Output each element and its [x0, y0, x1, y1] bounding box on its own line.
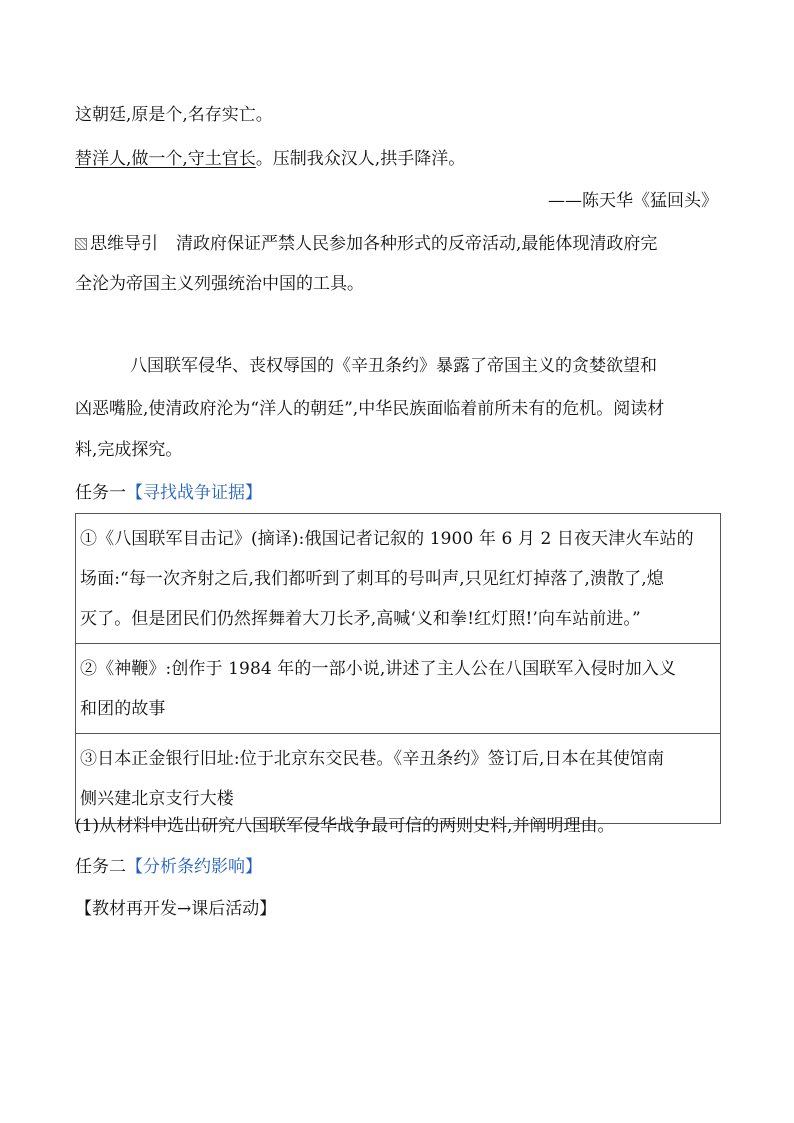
- thinking-guide-text: 清政府保证严禁人民参加各种形式的反帝活动,最能体现清政府完: [176, 234, 658, 254]
- task1-title: 【寻找战争证据】: [126, 483, 262, 503]
- material-3-line-1: ③日本正金银行旧址:位于北京东交民巷。《辛丑条约》签订后,日本在其使馆南: [80, 749, 665, 769]
- poem-line-2-underlined: 替洋人,做一个,守土官长: [75, 149, 256, 169]
- task2-prefix: 任务二: [75, 857, 126, 877]
- material-2-line-2: 和团的故事: [80, 699, 166, 719]
- intro-line-1: 八国联军侵华、丧权辱国的《辛丑条约》暴露了帝国主义的贪婪欲望和: [130, 356, 657, 376]
- materials-table: [75, 513, 721, 824]
- material-1-line-3: 灭了。但是团民们仍然挥舞着大刀长矛,高喊‘义和拳!红灯照!’向车站前进。”: [80, 609, 641, 629]
- task1-prefix: 任务一: [75, 483, 126, 503]
- thinking-guide-icon: [75, 238, 87, 250]
- question-1: (1)从材料中选出研究八国联军侵华战争最可信的两则史料,并阐明理由。: [75, 816, 615, 836]
- material-1-line-1: ①《八国联军目击记》(摘译):俄国记者记叙的 1900 年 6 月 2 日夜天津火车站的: [80, 529, 694, 549]
- task2-title: 【分析条约影响】: [126, 857, 262, 877]
- material-row-1: [76, 514, 720, 644]
- thinking-guide-label: 思维导引: [90, 234, 158, 254]
- task1-heading: [75, 481, 262, 505]
- poem-line-1: 这朝廷,原是个,名存实亡。: [75, 105, 273, 125]
- textbook-activity-heading: 【教材再开发→课后活动】: [75, 899, 277, 919]
- intro-line-2: 凶恶嘴脸,使清政府沦为“洋人的朝廷”,中华民族面临着前所未有的危机。阅读材: [75, 399, 665, 419]
- material-row-2: [76, 644, 720, 734]
- material-row-3: [76, 734, 720, 823]
- thinking-guide-line-2: 全沦为帝国主义列强统治中国的工具。: [75, 274, 364, 294]
- poem-line-2-rest: 。压制我众汉人,拱手降洋。: [255, 149, 466, 169]
- material-2-line-1: ②《神鞭》:创作于 1984 年的一部小说,讲述了主人公在八国联军入侵时加入义: [80, 659, 677, 679]
- poem-line-2: [75, 147, 465, 171]
- task2-heading: [75, 855, 262, 879]
- material-1-line-2: 场面:“每一次齐射之后,我们都听到了刺耳的号叫声,只见红灯掉落了,溃散了,熄: [80, 569, 664, 589]
- thinking-guide-line-1: [75, 232, 657, 256]
- poem-attribution: ——陈天华《猛回头》: [548, 191, 718, 211]
- intro-line-3: 料,完成探究。: [75, 440, 183, 460]
- material-3-line-2: 侧兴建北京支行大楼: [80, 789, 234, 809]
